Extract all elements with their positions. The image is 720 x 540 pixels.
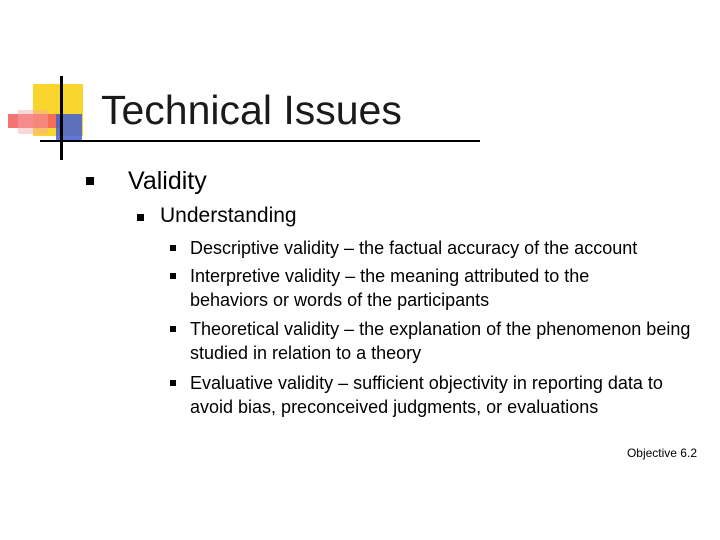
- bullet-theoretical-validity: Theoretical validity – the explanation of the phenomenon being studied in relation to a theory: [190, 319, 691, 363]
- bullet-square-icon: [137, 214, 144, 221]
- slide-title: Technical Issues: [101, 87, 402, 133]
- bullet-interpretive-validity: Interpretive validity – the meaning attributed to the behaviors or words of the participants: [190, 266, 590, 310]
- bullet-evaluative-validity: Evaluative validity – sufficient objectivity in reporting data to avoid bias, preconceived judgments, or evaluations: [190, 373, 663, 417]
- slide-logo-graphic: [0, 0, 100, 170]
- bullet-descriptive-validity: Descriptive validity – the factual accuracy of the account: [190, 238, 638, 258]
- logo-vertical-line: [60, 76, 63, 160]
- bullet-square-icon: [170, 380, 176, 386]
- bullet-square-icon: [86, 177, 94, 185]
- bullet-square-icon: [170, 273, 176, 279]
- bullet-square-icon: [170, 245, 176, 251]
- bullet-understanding: Understanding: [160, 204, 297, 227]
- bullet-square-icon: [170, 326, 176, 332]
- objective-footnote: Objective 6.2: [626, 446, 697, 460]
- logo-blue-square: [56, 114, 82, 140]
- title-underline: [40, 140, 480, 142]
- bullet-validity: Validity: [128, 167, 207, 195]
- logo-pink-fade: [18, 110, 48, 134]
